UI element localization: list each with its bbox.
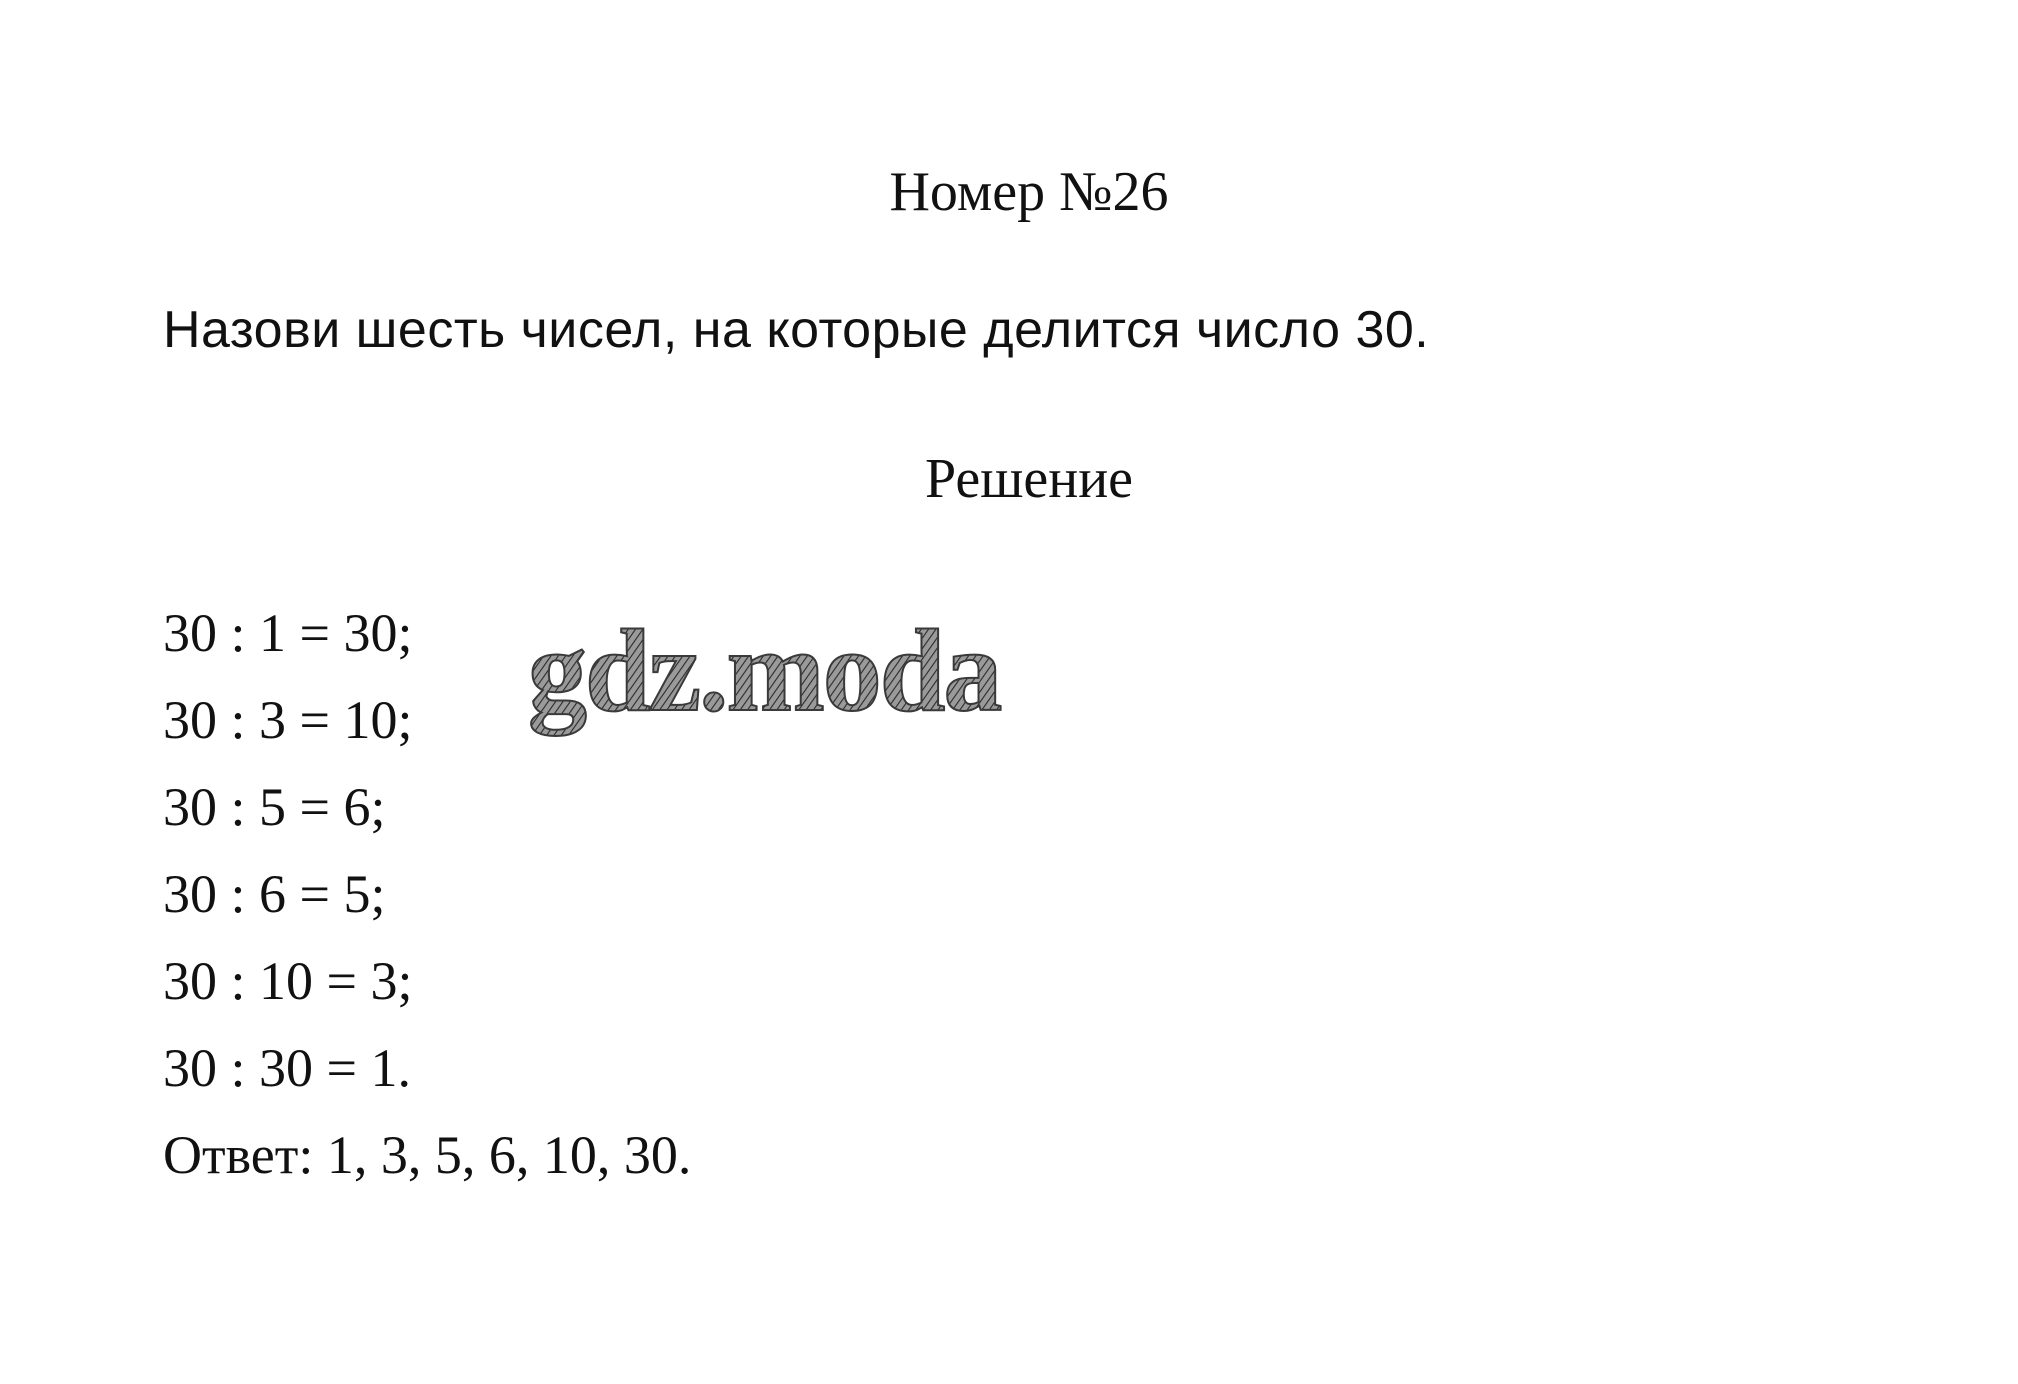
answer-line: Ответ: 1, 3, 5, 6, 10, 30. <box>163 1125 692 1185</box>
solution-line: 30 : 5 = 6; <box>163 777 386 837</box>
solution-line: 30 : 6 = 5; <box>163 864 386 924</box>
solution-line: 30 : 1 = 30; <box>163 603 413 663</box>
solution-heading: Решение <box>924 448 1134 510</box>
task-text: Назови шесть чисел, на которые делится число 30. <box>163 301 1430 359</box>
page-title: Номер №26 <box>889 161 1169 223</box>
solution-line: 30 : 30 = 1. <box>163 1038 411 1098</box>
solution-line: 30 : 10 = 3; <box>163 951 413 1011</box>
watermark-logo <box>520 605 1090 755</box>
watermark-text: gdz.moda <box>528 605 1001 736</box>
solution-line: 30 : 3 = 10; <box>163 690 413 750</box>
